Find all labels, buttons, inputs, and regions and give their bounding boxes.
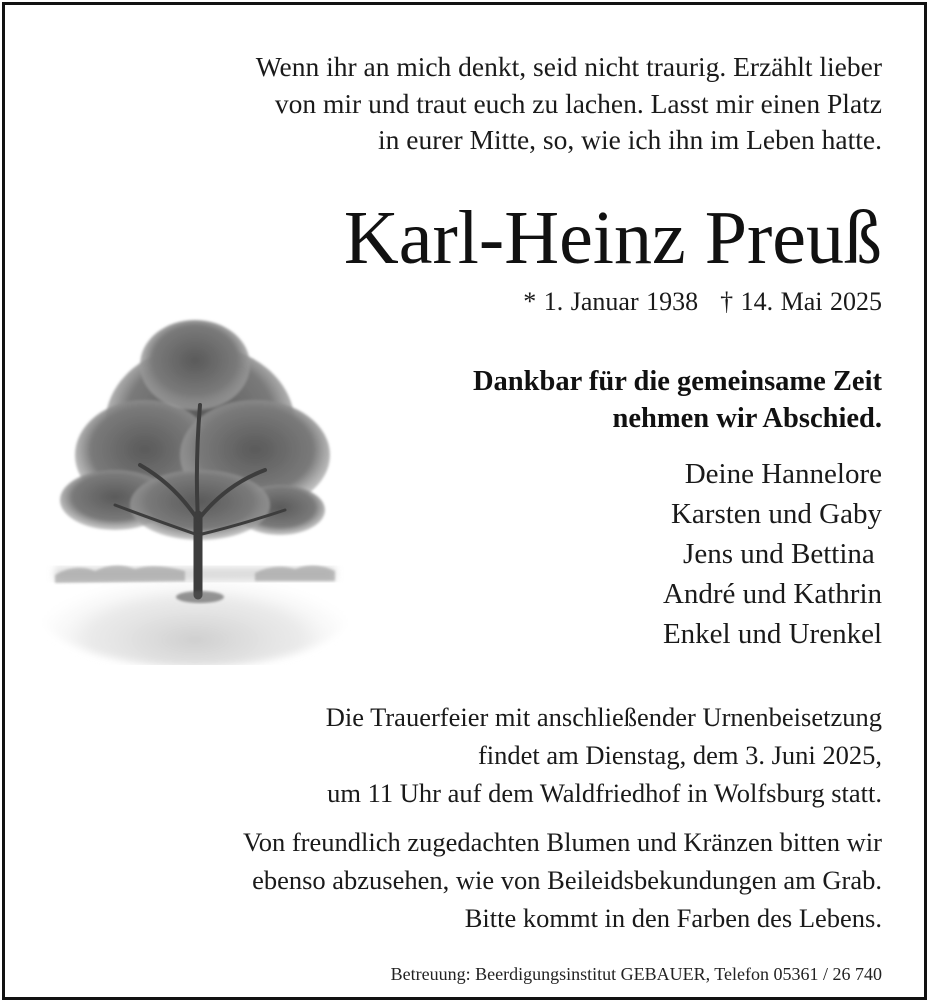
- funeral-home-footer: Betreuung: Beerdigungsinstitut GEBAUER, Telefon 05361 / 26 740: [390, 964, 882, 984]
- poem-line: Wenn ihr an mich denkt, seid nicht traurig. Erzählt lieber: [255, 51, 882, 82]
- mourner: André und Kathrin: [662, 578, 882, 610]
- life-dates: [523, 286, 882, 318]
- mourner: Karsten und Gaby: [670, 498, 882, 530]
- birth-date: * 1. Januar 1938: [523, 287, 699, 316]
- deceased-name: Karl-Heinz Preuß: [343, 196, 882, 280]
- farewell-line: nehmen wir Abschied.: [612, 403, 882, 434]
- ceremony-line: findet am Dienstag, dem 3. Juni 2025,: [477, 740, 882, 770]
- ceremony-info: [326, 698, 882, 812]
- mourner: Jens und Bettina: [683, 538, 882, 570]
- poem-line: in eurer Mitte, so, wie ich ihn im Leben hatte.: [377, 124, 882, 155]
- farewell-statement: [473, 363, 882, 437]
- obituary-frame: [2, 2, 927, 1000]
- mourner: Enkel und Urenkel: [662, 618, 882, 650]
- mourner: Deine Hannelore: [684, 458, 882, 490]
- notice-line: Bitte kommt in den Farben des Lebens.: [464, 903, 882, 933]
- notice-line: Von freundlich zugedachten Blumen und Kränzen bitten wir: [242, 827, 882, 857]
- farewell-line: Dankbar für die gemeinsame Zeit: [472, 366, 882, 397]
- tree-in-mist-illustration: [35, 305, 355, 665]
- notice-line: ebenso abzusehen, wie von Beileidsbekundungen am Grab.: [252, 865, 882, 895]
- mourners-list: [663, 454, 882, 654]
- flowers-notice: [243, 823, 882, 937]
- ceremony-line: um 11 Uhr auf dem Waldfriedhof in Wolfsburg statt.: [327, 778, 882, 808]
- ceremony-line: Die Trauerfeier mit anschließender Urnenbeisetzung: [325, 702, 882, 732]
- poem: [256, 49, 882, 159]
- poem-line: von mir und traut euch zu lachen. Lasst mir einen Platz: [274, 87, 882, 119]
- death-date: † 14. Mai 2025: [720, 287, 882, 316]
